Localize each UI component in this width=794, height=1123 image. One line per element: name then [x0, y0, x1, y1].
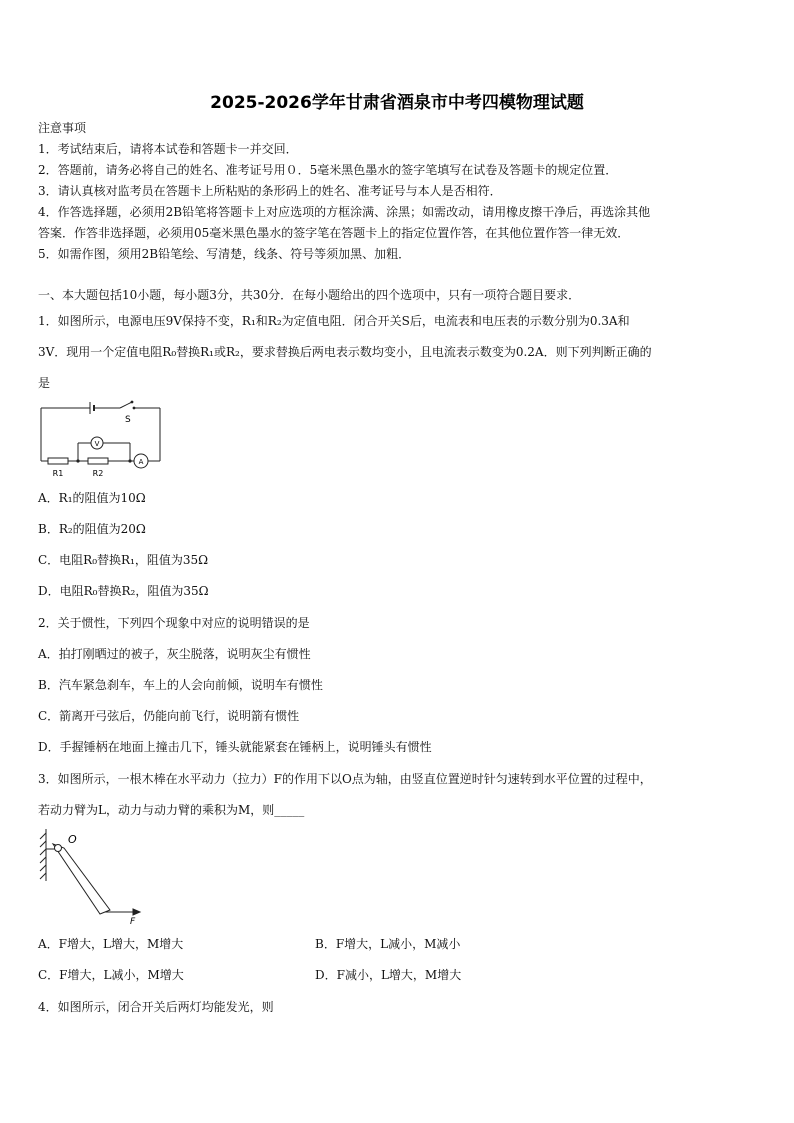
circuit-diagram — [38, 398, 168, 480]
question-3-stem: 若动力臂为L，动力与动力臂的乘积为M，则_____ — [38, 803, 305, 817]
question-4-stem: 4．如图所示，闭合开关后两灯均能发光，则 — [38, 1000, 274, 1014]
question-3-option-c: C．F增大，L减小，M增大 — [38, 968, 184, 982]
junction-dot — [128, 459, 131, 462]
question-2-option-a: A．拍打刚晒过的被子，灰尘脱落，说明灰尘有惯性 — [38, 647, 311, 661]
switch-contact — [133, 407, 136, 410]
question-1-option-a: A．R₁的阻值为10Ω — [38, 491, 146, 505]
question-1-option-d: D．电阻R₀替换R₂，阻值为35Ω — [38, 584, 209, 598]
junction-dot — [76, 459, 79, 462]
pivot-label: O — [68, 833, 77, 846]
notice-item: 5．如需作图，须用2B铅笔绘、写清楚，线条、符号等须加黑、加粗． — [38, 247, 411, 261]
notice-item: 1．考试结束后，请将本试卷和答题卡一并交回． — [38, 142, 298, 156]
section-heading: 一、本大题包括10小题，每小题3分，共30分．在每小题给出的四个选项中，只有一项符合题目要求． — [38, 288, 581, 302]
question-1-stem: 3V．现用一个定值电阻R₀替换R₁或R₂，要求替换后两电表示数均变小，且电流表示数变为0.2A．则下列判断正确的 — [38, 345, 652, 359]
question-2-stem: 2．关于惯性，下列四个现象中对应的说明错误的是 — [38, 616, 310, 630]
question-2-option-b: B．汽车紧急刹车，车上的人会向前倾，说明车有惯性 — [38, 678, 323, 692]
question-3-option-a: A．F增大，L增大，M增大 — [38, 937, 184, 951]
notice-item: 2．答题前，请务必将自己的姓名、准考证号用０．5毫米黑色墨水的签字笔填写在试卷及答题卡的规定位置． — [38, 163, 618, 177]
question-1-option-b: B．R₂的阻值为20Ω — [38, 522, 146, 536]
question-3-option-b: B．F增大，L减小，M减小 — [315, 937, 461, 951]
resistor-r2-label: R2 — [92, 469, 104, 478]
question-3-stem: 3．如图所示，一根木棒在水平动力（拉力）F的作用下以O点为轴，由竖直位置逆时针匀速转到水平位置的过程中， — [38, 772, 652, 786]
force-label: F — [130, 917, 136, 925]
switch-contact — [131, 401, 134, 404]
notice-item: 4．作答选择题，必须用2B铅笔将答题卡上对应选项的方框涂满、涂黑；如需改动，请用橡皮擦干净后，再选涂其他 — [38, 205, 651, 219]
question-2-option-c: C．箭离开弓弦后，仍能向前飞行，说明箭有惯性 — [38, 709, 300, 723]
page-title: 2025-2026学年甘肃省酒泉市中考四模物理试题 — [210, 93, 584, 113]
switch-label: S — [125, 415, 131, 425]
voltmeter-label: V — [94, 440, 100, 448]
pivot-point — [55, 845, 62, 852]
resistor-r1-label: R1 — [52, 469, 64, 478]
question-1-stem: 1．如图所示，电源电压9V保持不变，R₁和R₂为定值电阻．闭合开关S后，电流表和电压表的示数分别为0.3A和 — [38, 314, 630, 328]
question-2-option-d: D．手握锤柄在地面上撞击几下，锤头就能紧套在锤柄上，说明锤头有惯性 — [38, 740, 432, 754]
notice-item: 答案．作答非选择题，必须用05毫米黑色墨水的签字笔在答题卡上的指定位置作答，在其他位置作答一律无效． — [38, 226, 630, 240]
ammeter-label: A — [138, 458, 144, 466]
question-3-option-d: D．F减小，L增大，M增大 — [315, 968, 462, 982]
notice-item: 3．请认真核对监考员在答题卡上所粘贴的条形码上的姓名、准考证号与本人是否相符． — [38, 184, 502, 198]
question-1-option-c: C．电阻R₀替换R₁，阻值为35Ω — [38, 553, 209, 567]
lever-diagram — [38, 825, 148, 925]
notice-heading: 注意事项 — [38, 121, 87, 135]
question-1-stem: 是 — [38, 376, 51, 390]
